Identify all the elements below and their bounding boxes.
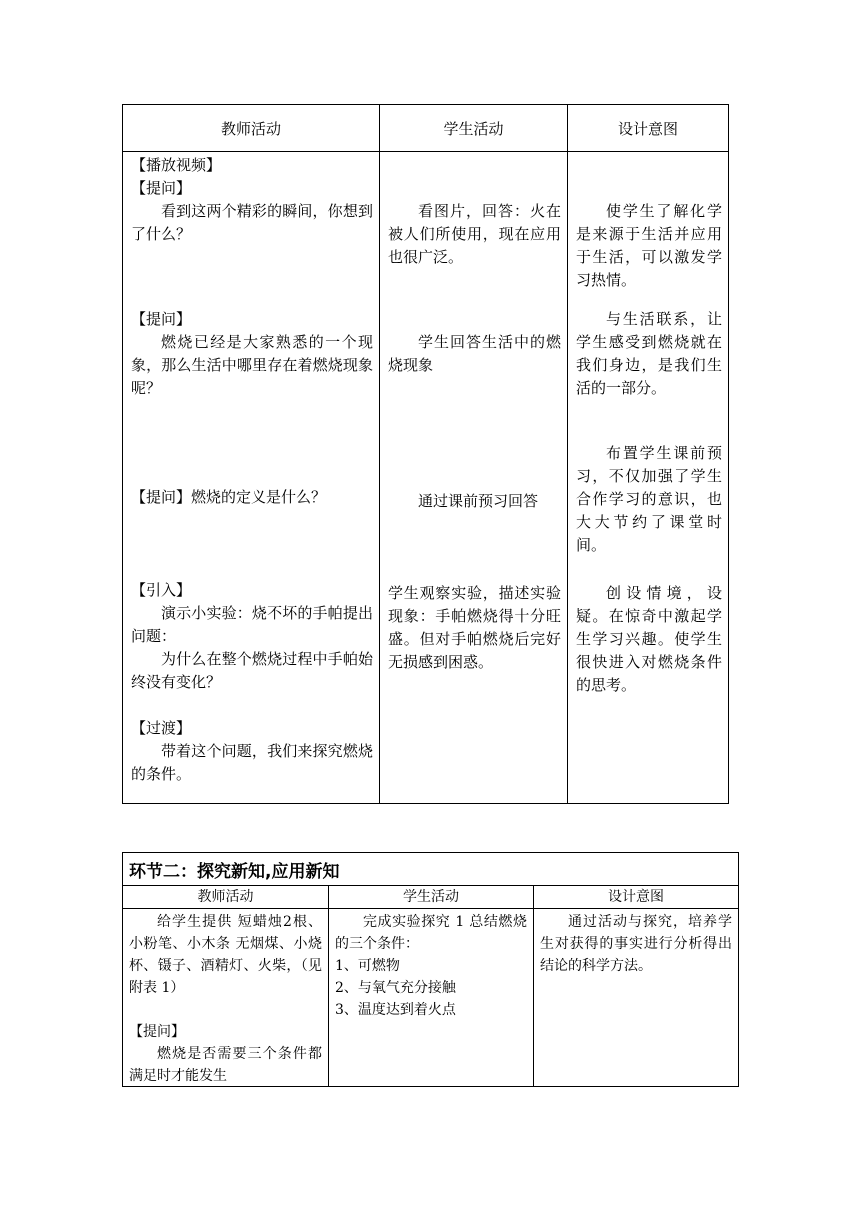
conclusion-intro: 完成实验探究 1 总结燃烧的三个条件： (335, 914, 527, 952)
design-note-3: 布置学生课前预习，不仅加强了学生合作学习的意识，也大大节约了课堂时间。 (576, 444, 722, 554)
student-conclusion (335, 911, 527, 1021)
teacher-activity-cell (123, 152, 380, 804)
teacher-block-question-2 (131, 308, 373, 400)
header-design-intent: 设计意图 (534, 886, 739, 909)
student-answer-4: 学生观察实验，描述实验现象：手帕燃烧得十分旺盛。但对手帕燃烧后完好无损感到困惑。 (388, 584, 561, 671)
student-answer-1: 看图片，回答：火在被人们所使用，现在应用也很广泛。 (388, 202, 561, 266)
question-text: 燃烧已经是大家熟悉的一个现象，那么生活中哪里存在着燃烧现象呢？ (131, 333, 373, 397)
table-header-row (123, 105, 729, 152)
header-teacher-activity: 教师活动 (123, 886, 329, 909)
question-text: 看到这两个精彩的瞬间，你想到了什么？ (131, 202, 373, 243)
design-intent-cell (568, 152, 729, 804)
section-label: 【提问】 (131, 310, 192, 328)
question-text: 【提问】燃烧的定义是什么？ (131, 488, 327, 506)
lesson-table-1 (122, 104, 729, 804)
teacher-block-intro (131, 579, 373, 694)
design-note-4: 创设情境，设疑。在惊奇中激起学生学习兴趣。使学生很快进入对燃烧条件的思考。 (576, 584, 722, 694)
table-row (123, 909, 739, 1087)
student-answer-2: 学生回答生活中的燃烧现象 (388, 333, 561, 374)
teacher-block-transition (131, 717, 373, 786)
student-activity-cell (329, 909, 534, 1087)
teacher-block-question-3 (131, 486, 373, 509)
table-header-row (123, 886, 739, 909)
student-answer-3: 通过课前预习回答 (418, 492, 539, 510)
header-student-activity: 学生活动 (329, 886, 534, 909)
section-label: 【提问】 (131, 179, 192, 197)
header-design-intent: 设计意图 (568, 105, 729, 152)
section-label: 【提问】 (129, 1024, 185, 1040)
list-item: 2、与氧气充分接触 (335, 980, 456, 996)
transition-text: 带着这个问题，我们来探究燃烧的条件。 (131, 742, 373, 783)
section-label: 【引入】 (131, 581, 192, 599)
header-student-activity: 学生活动 (380, 105, 568, 152)
section-label: 【播放视频】 (131, 156, 222, 174)
design-note-1: 使学生了解化学是来源于生活并应用于生活，可以激发学习热情。 (576, 202, 722, 289)
section-label: 【过渡】 (131, 719, 192, 737)
student-activity-cell (380, 152, 568, 804)
list-item: 3、温度达到着火点 (335, 1002, 456, 1018)
list-item: 1、可燃物 (335, 958, 400, 974)
design-intent-cell (534, 909, 739, 1087)
question-text: 燃烧是否需要三个条件都满足时才能发生 (129, 1046, 322, 1084)
header-teacher-activity: 教师活动 (123, 105, 380, 152)
materials-text: 给学生提供 短蜡烛2根、小粉笔、小木条 无烟煤、小烧杯、镊子、酒精灯、火柴，（见附表 1） (129, 914, 322, 996)
section-title-row (123, 853, 739, 886)
section-title: 环节二：探究新知,应用新知 (123, 853, 739, 886)
experiment-text: 演示小实验：烧不坏的手帕提出问题： (131, 604, 373, 645)
table-row (123, 152, 729, 804)
teacher-block-video (131, 154, 373, 246)
design-note: 通过活动与探究，培养学生对获得的事实进行分析得出结论的科学方法。 (540, 914, 733, 974)
design-note-2: 与生活联系，让学生感受到燃烧就在我们身边，是我们生活的一部分。 (576, 310, 722, 397)
teacher-activity-cell (123, 909, 329, 1087)
question-text: 为什么在整个燃烧过程中手帕始终没有变化？ (131, 650, 373, 691)
lesson-table-2 (122, 852, 739, 1087)
